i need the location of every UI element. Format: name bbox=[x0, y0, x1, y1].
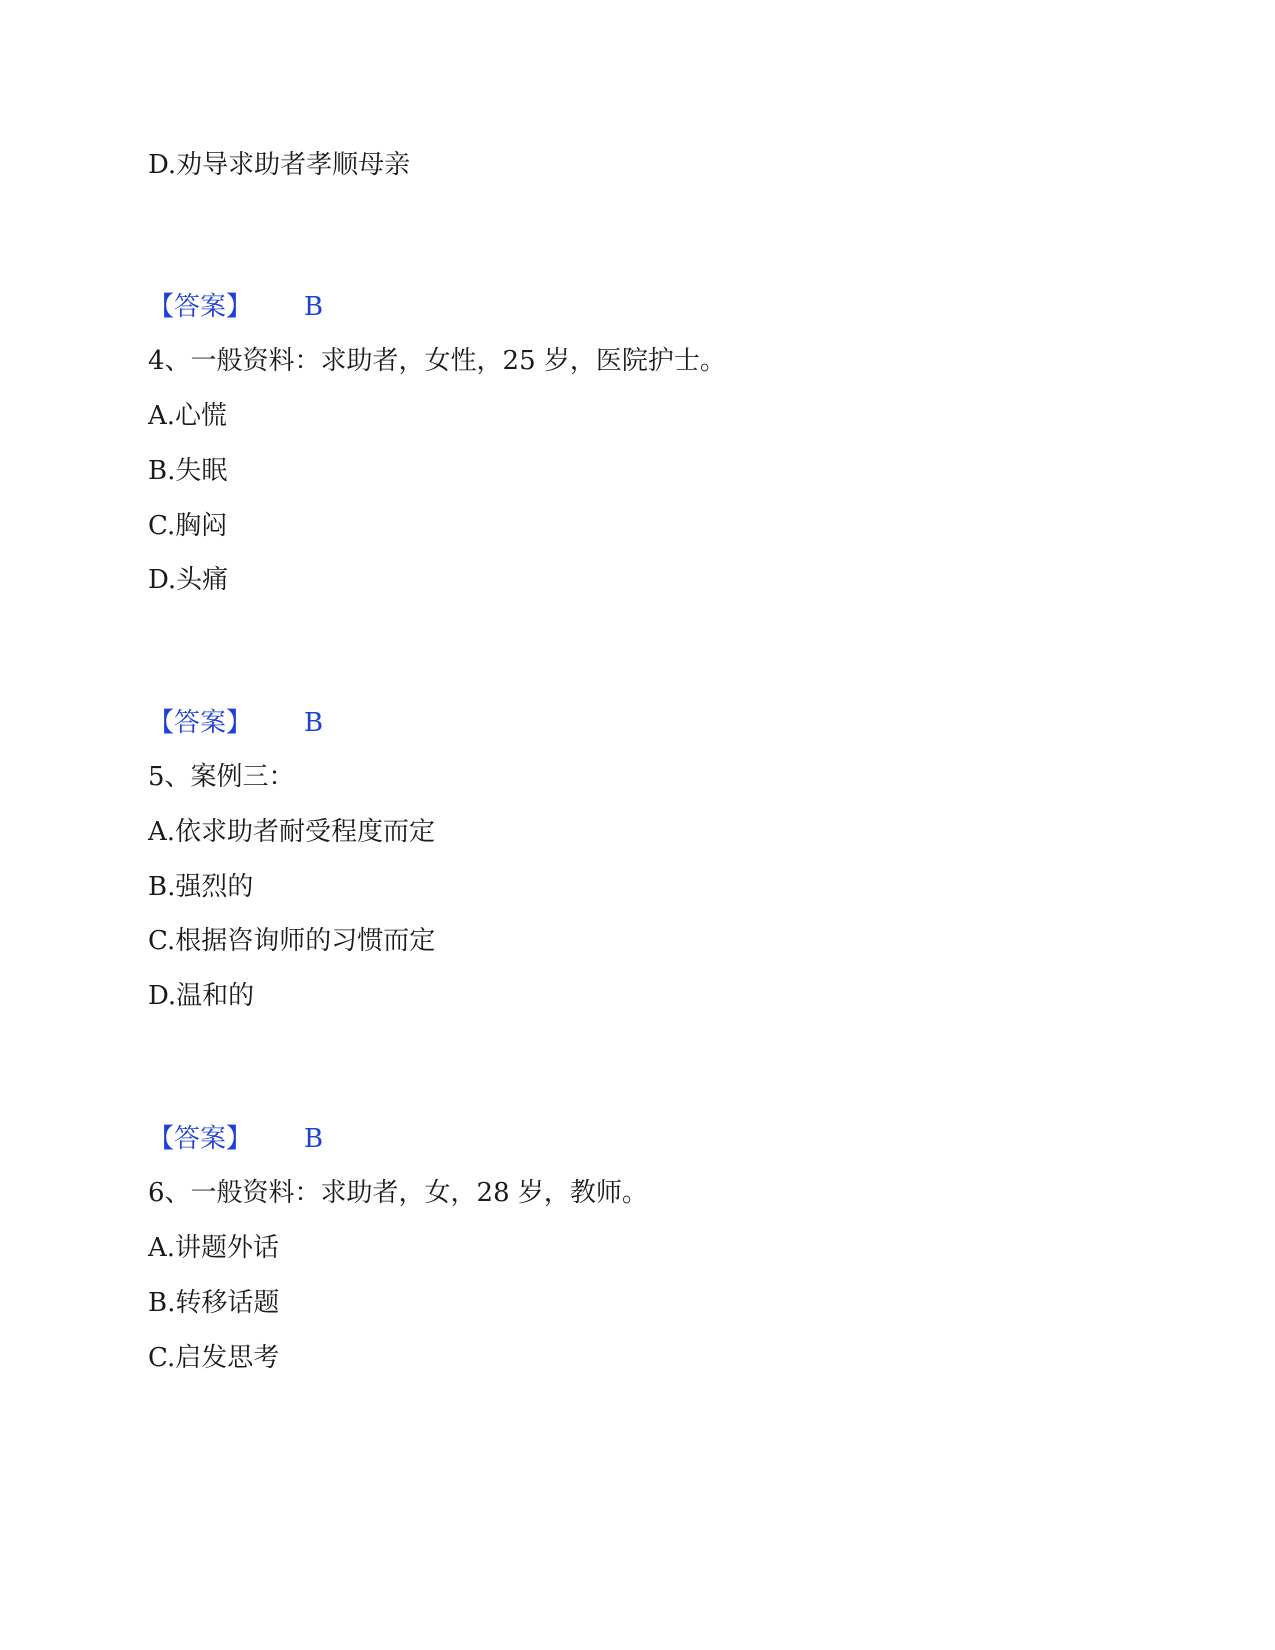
q6-stem: 6、一般资料：求助者，女，28 岁，教师。 bbox=[148, 1178, 648, 1208]
q6-option-c: C.启发思考 bbox=[148, 1343, 280, 1373]
prev-option-d: D.劝导求助者孝顺母亲 bbox=[148, 150, 411, 180]
q6-option-b: B.转移话题 bbox=[148, 1288, 280, 1318]
q4-option-d: D.头痛 bbox=[148, 565, 229, 595]
answer-line-q4 bbox=[148, 706, 323, 740]
answer-line-q5 bbox=[148, 1122, 323, 1156]
q4-option-b: B.失眠 bbox=[148, 456, 228, 486]
q5-stem: 5、案例三： bbox=[148, 762, 295, 792]
q6-option-a: A.讲题外话 bbox=[148, 1233, 280, 1263]
answer-value: B bbox=[304, 708, 324, 738]
answer-value: B bbox=[304, 292, 324, 322]
answer-label: 【答案】 bbox=[148, 708, 253, 738]
q5-option-b: B.强烈的 bbox=[148, 872, 254, 902]
answer-label: 【答案】 bbox=[148, 292, 253, 322]
q4-option-a: A.心慌 bbox=[148, 401, 228, 431]
q5-option-a: A.依求助者耐受程度而定 bbox=[148, 817, 436, 847]
q5-option-d: D.温和的 bbox=[148, 981, 255, 1011]
answer-label: 【答案】 bbox=[148, 1124, 253, 1154]
q4-option-c: C.胸闷 bbox=[148, 511, 228, 541]
answer-value: B bbox=[304, 1124, 324, 1154]
q4-stem: 4、一般资料：求助者，女性，25 岁，医院护士。 bbox=[148, 346, 726, 376]
answer-line-prev bbox=[148, 290, 323, 324]
q5-option-c: C.根据咨询师的习惯而定 bbox=[148, 926, 436, 956]
